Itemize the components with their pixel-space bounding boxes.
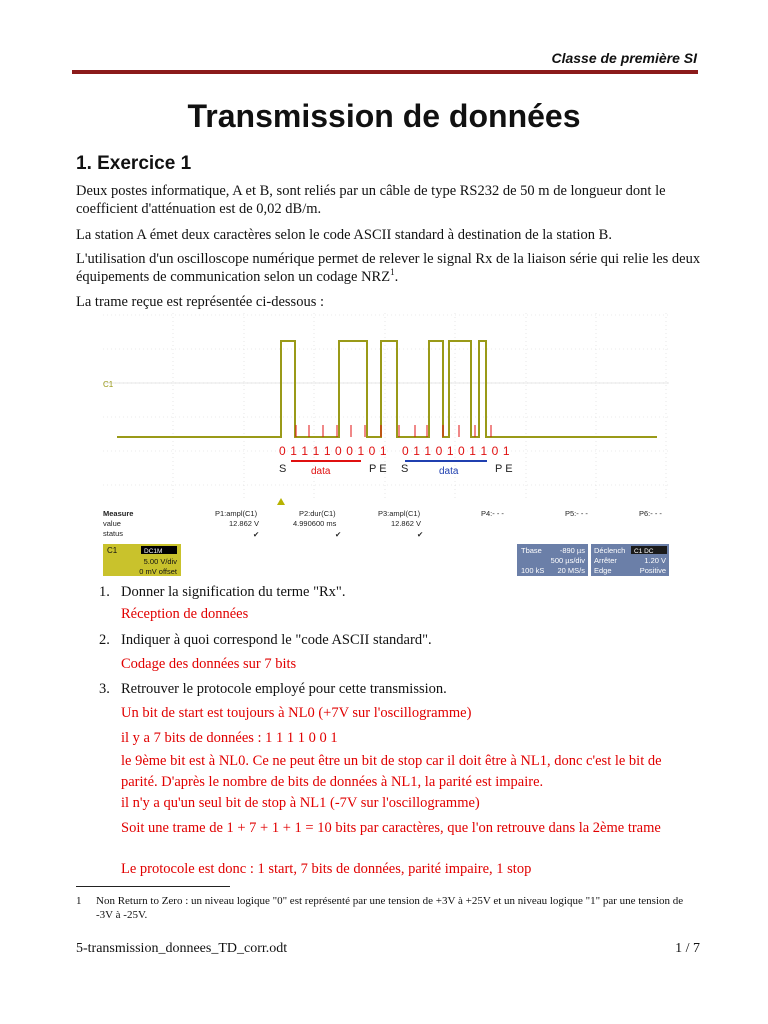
channel-marker: C1 — [103, 380, 114, 389]
ch-box-vdiv: 5.00 V/div — [143, 557, 177, 566]
measure-row-status: status — [103, 529, 124, 538]
paragraph-2: La station A émet deux caractères selon le code ASCII standard à destination de la station B. — [76, 227, 612, 243]
footnote-rule — [76, 886, 230, 887]
trig-label: Déclench — [594, 546, 626, 555]
section-heading: 1. Exercice 1 — [76, 153, 192, 174]
label-data-2: data — [439, 466, 459, 477]
tbase-rate: 20 MS/s — [557, 566, 585, 575]
measure-p3-name: P3:ampl(C1) — [378, 509, 421, 518]
answer-1: Réception de données — [121, 606, 249, 622]
question-2-text: Indiquer à quoi correspond le "code ASCII standard". — [121, 632, 432, 648]
question-3 — [99, 680, 699, 698]
footnote-number: 1 — [76, 895, 82, 907]
trig-edge: Edge — [594, 566, 612, 575]
trig-level: 1.20 V — [644, 556, 666, 565]
trig-arm: Arrêter — [594, 556, 617, 565]
footnote — [76, 894, 701, 922]
measure-p1-name: P1:ampl(C1) — [215, 509, 258, 518]
label-start-2: S — [401, 463, 409, 475]
answer-3-line-2: il y a 7 bits de données : 1 1 1 1 0 0 1 — [121, 730, 338, 746]
ch-box-mode: DC1M — [144, 548, 163, 555]
tbase-label: Tbase — [521, 546, 542, 555]
tbase-samples: 100 kS — [521, 566, 545, 575]
measure-p3-check: ✔ — [417, 530, 424, 539]
paragraph-3-text: L'utilisation d'un oscilloscope numérique permet de relever le signal Rx de la liaison série qui relie les deux équipements de communication selon un codage NRZ — [76, 251, 701, 285]
answer-3-line-6: Le protocole est donc : 1 start, 7 bits de données, parité impaire, 1 stop — [121, 861, 532, 877]
label-pe-1: P E — [369, 463, 387, 475]
channel-descriptor — [103, 544, 181, 576]
measure-p2-value: 4.990600 ms — [293, 519, 337, 528]
question-3-text: Retrouver le protocole employé pour cette transmission. — [121, 681, 447, 697]
measure-p6-name: P6:- - - — [639, 509, 662, 518]
question-1 — [99, 583, 699, 601]
label-start-1: S — [279, 463, 287, 475]
measure-row-value: value — [103, 519, 121, 528]
measure-p3-value: 12.862 V — [391, 519, 422, 528]
ch-box-label: C1 — [107, 546, 118, 555]
label-pe-2: P E — [495, 463, 513, 475]
measure-p5-name: P5:- - - — [565, 509, 588, 518]
header-class-label: Classe de première SI — [551, 50, 697, 66]
bits-frame-1: 0 1 1 1 1 0 0 1 0 1 — [279, 444, 388, 458]
page-title: Transmission de données — [187, 98, 581, 134]
answer-3-line-4: il n'y a qu'un seul bit de stop à NL1 (-7V sur l'oscillogramme) — [121, 795, 480, 811]
trigger-descriptor — [591, 544, 669, 576]
measure-p1-check: ✔ — [253, 530, 260, 539]
tbase-value: -890 µs — [559, 546, 585, 555]
question-1-number: 1. — [99, 584, 110, 600]
footnote-text: Non Return to Zero : un niveau logique "0" est représenté par une tension de +3V à +25V et un niveau logique "1" par une tension de -3V à -25V. — [96, 895, 684, 921]
paragraph-4: La trame reçue est représentée ci-dessous : — [76, 294, 324, 310]
answer-2: Codage des données sur 7 bits — [121, 656, 297, 672]
question-1-text: Donner la signification du terme "Rx". — [121, 584, 346, 600]
oscilloscope-svg — [103, 313, 669, 576]
trig-slope: Positive — [639, 566, 666, 575]
footnote-ref[interactable]: 1 — [390, 267, 395, 278]
bits-frame-2: 0 1 1 0 1 0 1 1 0 1 — [402, 444, 511, 458]
question-2 — [99, 631, 699, 649]
question-2-number: 2. — [99, 632, 110, 648]
oscilloscope-figure — [103, 313, 669, 576]
measure-p2-check: ✔ — [335, 530, 342, 539]
answer-3-line-3: le 9ème bit est à NL0. Ce ne peut être un bit de stop car il doit être à NL1, donc c'est le bit de parité. D'après le nombre de bits de données à NL1, la parité est impaire. — [121, 753, 662, 790]
header-rule — [72, 70, 698, 74]
timebase-descriptor — [517, 544, 588, 576]
measure-title: Measure — [103, 509, 134, 518]
paragraph-3: L'utilisation d'un oscilloscope numérique permet de relever le signal Rx de la liaison série qui relie les deux équipements de communication selon un codage NRZ$^1$. — [76, 251, 701, 285]
footer-filename: 5-transmission_donnees_TD_corr.odt — [76, 941, 288, 956]
paragraph-1: Deux postes informatique, A et B, sont reliés par un câble de type RS232 de 50 m de longueur dont le coefficient d'atténuation est de 0,02 dB/m. — [76, 183, 666, 217]
answer-3-line-1: Un bit de start est toujours à NL0 (+7V sur l'oscillogramme) — [121, 705, 472, 721]
answer-3-line-5: Soit une trame de 1 + 7 + 1 + 1 = 10 bits par caractères, que l'on retrouve dans la 2ème trame — [121, 820, 661, 836]
tbase-div: 500 µs/div — [550, 556, 585, 565]
trig-mode: C1 DC — [634, 548, 654, 555]
measure-p4-name: P4:- - - — [481, 509, 504, 518]
label-data-1: data — [311, 466, 331, 477]
measure-p1-value: 12.862 V — [229, 519, 260, 528]
question-3-number: 3. — [99, 681, 110, 697]
measure-p2-name: P2:dur(C1) — [299, 509, 336, 518]
footer-page-number: 1 / 7 — [675, 941, 700, 956]
ch-box-offset: 0 mV offset — [139, 567, 177, 576]
